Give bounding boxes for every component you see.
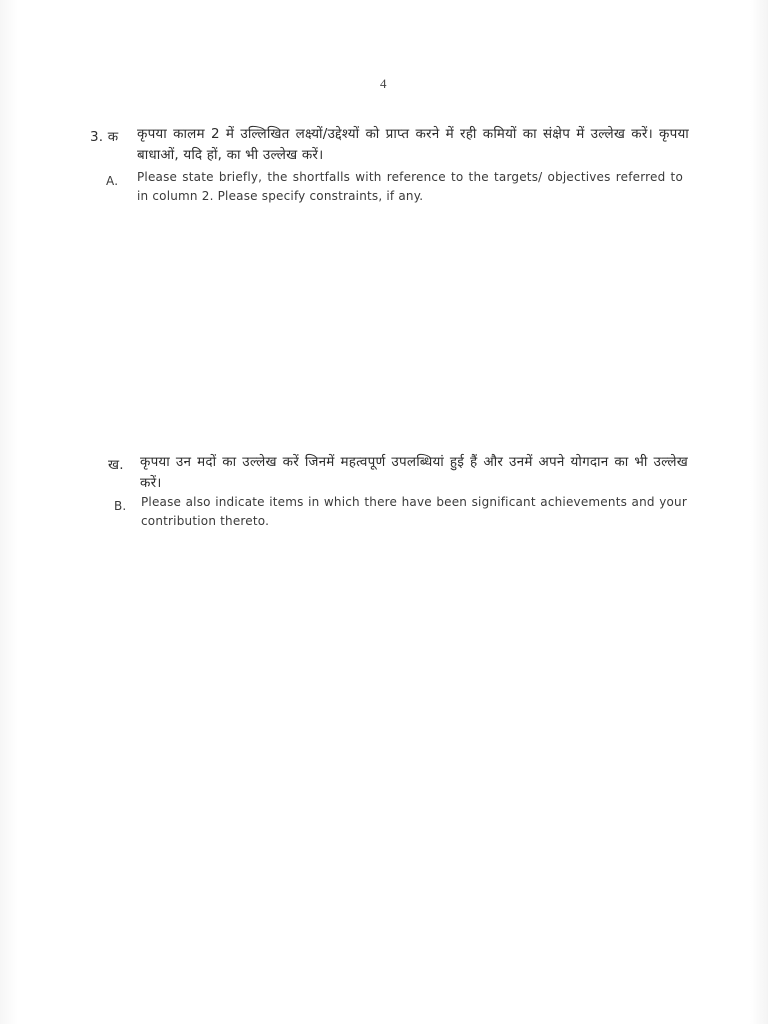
section-3-hindi-marker: 3. क [90,129,119,145]
section-b-hindi-marker: ख. [108,457,124,473]
section-a-english-marker: A. [106,174,119,188]
section-a-english-text: Please state briefly, the shortfalls with reference to the targets/ objectives referred to in column 2. Please specify constraints, if any. [137,170,683,203]
section-b-english-marker: B. [114,499,127,513]
section-b-english-text: Please also indicate items in which there have been significant achievements and your contribution thereto. [141,495,687,528]
section-b-hindi-text: कृपया उन मदों का उल्लेख करें जिनमें महत्वपूर्ण उपलब्धियां हुई हैं और उनमें अपने योगदान का भी उल्लेख करें। [140,454,688,491]
section-3-hindi-text: कृपया कालम 2 में उल्लिखित लक्ष्यों/उद्देश्यों को प्राप्त करने में रही कमियों का संक्षेप में उल्लेख करें। कृपया बाधाओं, यदि हों, का भी उल्लेख करें। [137,126,689,163]
page-number: 4 [380,76,387,91]
